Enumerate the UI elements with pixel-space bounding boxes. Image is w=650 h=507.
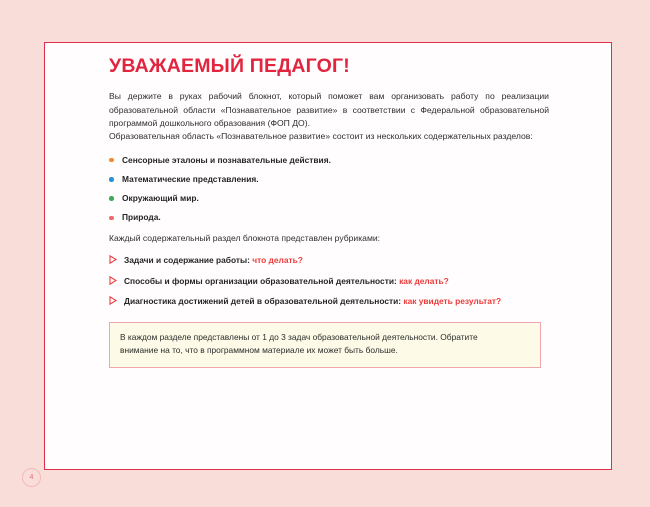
list-item bbox=[109, 255, 549, 266]
triangle-arrow-icon bbox=[109, 255, 117, 264]
rubric-label: Задачи и содержание работы: bbox=[124, 255, 250, 266]
content-column bbox=[109, 56, 549, 368]
list-item-label: Природа. bbox=[122, 212, 161, 223]
page-number-badge: 4 bbox=[22, 468, 41, 487]
list-item bbox=[109, 155, 549, 166]
bullet-dot-icon bbox=[109, 177, 114, 182]
content-frame bbox=[44, 42, 612, 470]
sections-list bbox=[109, 155, 549, 224]
triangle-arrow-icon bbox=[109, 276, 117, 285]
bullet-dot-icon bbox=[109, 216, 114, 221]
note-box bbox=[109, 322, 541, 368]
bullet-dot-icon bbox=[109, 158, 114, 163]
list-item bbox=[109, 276, 549, 287]
note-line-1: В каждом разделе представлены от 1 до 3 задач образовательной деятельности. Обратите bbox=[120, 331, 478, 342]
triangle-arrow-icon bbox=[109, 296, 117, 305]
bullet-dot-icon bbox=[109, 196, 114, 201]
rubric-accent: что делать? bbox=[252, 255, 303, 266]
rubric-accent: как делать? bbox=[399, 275, 449, 286]
rubric-accent: как увидеть результат? bbox=[403, 295, 502, 306]
list-item bbox=[109, 296, 549, 307]
intro-text bbox=[109, 90, 549, 142]
rubric-label: Способы и формы организации образовательной деятельности: bbox=[124, 275, 397, 286]
list-item-label: Сенсорные эталоны и познавательные действия. bbox=[122, 154, 331, 165]
list-item-label: Окружающий мир. bbox=[122, 193, 199, 204]
intro-paragraph-2: Образовательная область «Познавательное развитие» состоит из нескольких содержательных разделов: bbox=[109, 130, 533, 141]
list-item bbox=[109, 193, 549, 204]
note-line-2: внимание на то, что в программном материале их может быть больше. bbox=[120, 345, 398, 356]
rubric-label: Диагностика достижений детей в образовательной деятельности: bbox=[124, 295, 402, 306]
list-item bbox=[109, 174, 549, 185]
list-item bbox=[109, 212, 549, 223]
intro-paragraph-1: Вы держите в руках рабочий блокнот, который поможет вам организовать работу по реализации образовательной области «Познавательное развитие» в соответствии с Федеральной образовательной программой дошкольного образования (ФОП ДО). bbox=[109, 91, 549, 128]
rubric-list bbox=[109, 255, 549, 307]
rubric-intro-text: Каждый содержательный раздел блокнота представлен рубриками: bbox=[109, 233, 381, 244]
page-title: УВАЖАЕМЫЙ ПЕДАГОГ! bbox=[109, 55, 350, 77]
list-item-label: Математические представления. bbox=[122, 173, 259, 184]
